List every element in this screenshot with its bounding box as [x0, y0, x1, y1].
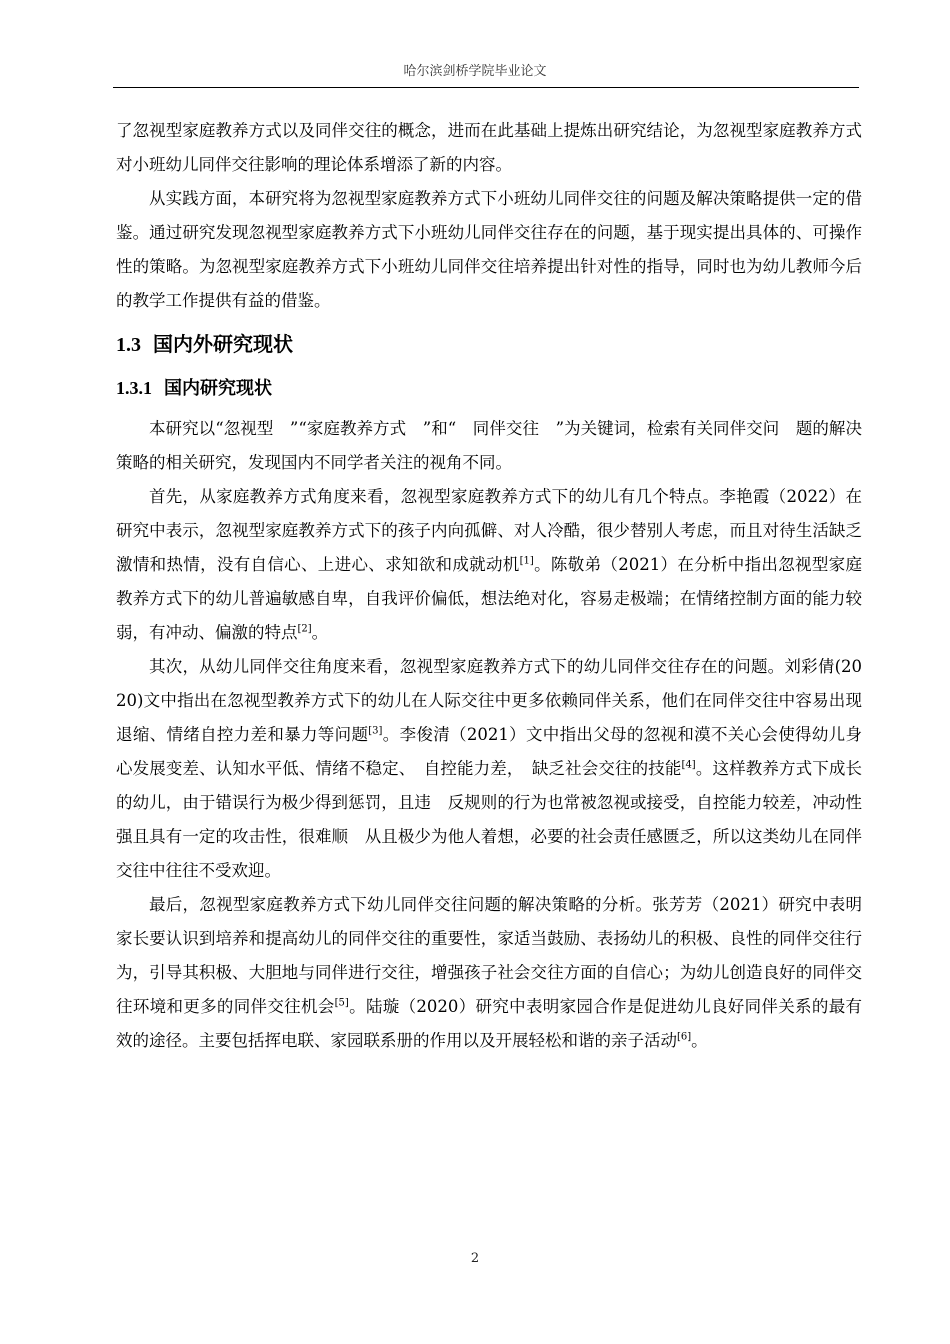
paragraph-text: 。这样教养方式下成长的幼儿，由于错误行为极少得到惩罚，且违 反规则的行为也常被忽视或接受，自控能力较差，冲动性强且具有一定的攻击性，很难顺 从且极少为他人着想，必要的社会责任感匮乏，所以这类幼儿在同伴交往中往往不受欢迎。 — [116, 759, 863, 880]
running-header: 哈尔滨剑桥学院毕业论文 — [403, 64, 547, 79]
section-number: 1.3 — [116, 334, 141, 356]
body-paragraph-peer-interaction — [116, 650, 862, 888]
paragraph-text: 。李俊清（2021）文中指出父母的忽视和漠不关心会使得幼儿身心发展变差、认知水平低、情绪不稳定、 自控能力差， 缺乏社会交往的技能 — [116, 725, 862, 778]
citation-ref-5[interactable]: [5] — [334, 997, 349, 1009]
body-paragraph-practice: 从实践方面，本研究将为忽视型家庭教养方式下小班幼儿同伴交往的问题及解决策略提供一定的借鉴。通过研究发现忽视型家庭教养方式下小班幼儿同伴交往存在的问题，基于现实提出具体的、可操作性的策略。为忽视型家庭教养方式下小班幼儿同伴交往培养提出针对性的指导，同时也为幼儿教师今后的教学工作提供有益的借鉴。 — [116, 189, 862, 310]
paragraph-text: 。陈敬弟（2021）在分析中指出忽视型家庭教养方式下的幼儿普遍敏感自卑，自我评价偏低，想法绝对化，容易走极端；在情绪控制方面的能力较弱，有冲动、偏激的特点 — [116, 555, 863, 642]
body-paragraph-parenting-style — [116, 480, 862, 650]
paragraph-text: 。陆璇（2020）研究中表明家园合作是促进幼儿良好同伴关系的最有效的途径。主要包括挥电联、家园联系册的作用以及开展轻松和谐的亲子活动 — [116, 997, 863, 1050]
body-paragraph-keywords: 本研究以“忽视型 ”“家庭教养方式 ”和“ 同伴交往 ”为关键词，检索有关同伴交问 题的解决策略的相关研究，发现国内不同学者关注的视角不同。 — [116, 419, 862, 472]
subsection-title: 国内研究现状 — [164, 378, 272, 399]
citation-ref-6[interactable]: [6] — [677, 1031, 692, 1043]
citation-ref-2[interactable]: [2] — [297, 623, 312, 635]
citation-ref-4[interactable]: [4] — [681, 759, 696, 771]
citation-ref-1[interactable]: [1] — [519, 555, 534, 567]
paragraph-text: 最后，忽视型家庭教养方式下幼儿同伴交往问题的解决策略的分析。张芳芳（2021）研究中表明家长要认识到培养和提高幼儿的同伴交往的重要性，家适当鼓励、表扬幼儿的积极、良性的同伴交往行为，引导其积极、大胆地与同伴进行交往，增强孩子社会交往方面的自信心；为幼儿创造良好的同伴交往环境和更多的同伴交往机会 — [116, 895, 862, 1016]
citation-ref-3[interactable]: [3] — [368, 725, 383, 737]
section-heading-1-3 — [116, 318, 862, 365]
paragraph-text: 其次，从幼儿同伴交往角度来看，忽视型家庭教养方式下的幼儿同伴交往存在的问题。刘彩倩(2020)文中指出在忽视型教养方式下的幼儿在人际交往中更多依赖同伴关系，他们在同伴交往中容易出现退缩、情绪自控力差和暴力等问题 — [116, 657, 862, 744]
subsection-heading-1-3-1 — [116, 365, 862, 412]
body-paragraph-strategies — [116, 888, 862, 1058]
body-paragraph-continued: 了忽视型家庭教养方式以及同伴交往的概念，进而在此基础上提炼出研究结论，为忽视型家庭教养方式对小班幼儿同伴交往影响的理论体系增添了新的内容。 — [116, 121, 862, 174]
subsection-number: 1.3.1 — [116, 378, 152, 398]
page-body — [116, 114, 862, 1058]
paragraph-text: 。 — [691, 1031, 708, 1050]
page-number: 2 — [470, 1251, 480, 1266]
paragraph-text: 首先，从家庭教养方式角度来看，忽视型家庭教养方式下的幼儿有几个特点。李艳霞（2022）在研究中表示，忽视型家庭教养方式下的孩子内向孤僻、对人冷酷，很少替别人考虑，而且对待生活缺乏激情和热情，没有自信心、上进心、求知欲和成就动机 — [116, 487, 862, 574]
header-rule — [113, 87, 859, 88]
paragraph-text: 。 — [311, 623, 329, 642]
section-title: 国内外研究现状 — [153, 332, 293, 356]
